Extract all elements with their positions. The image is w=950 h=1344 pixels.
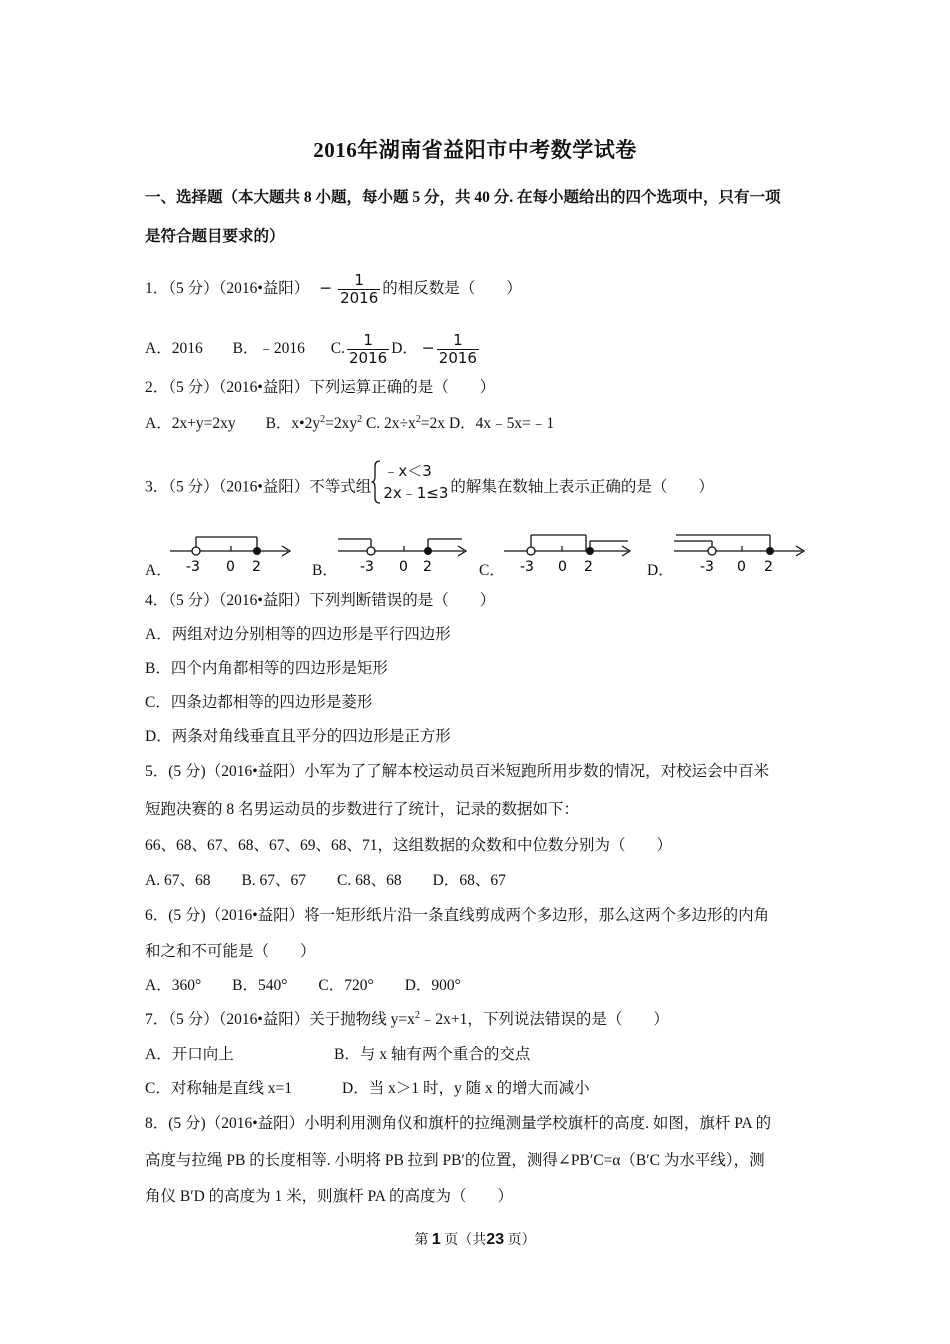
q2-option-b	[266, 415, 363, 432]
q1-option-d-fraction	[437, 332, 479, 367]
q1-fraction	[338, 272, 380, 307]
q7-option-a: A．开口向上	[145, 1046, 234, 1063]
q1-frac-num: 1	[354, 271, 364, 289]
q4-option-a: A．两组对边分别相等的四边形是平行四边形	[145, 626, 451, 643]
tick-label: -3	[700, 559, 714, 575]
tick-label: -3	[520, 559, 534, 575]
q2-opt-b-sup1: 2	[320, 413, 326, 425]
question-5-line2: 短跑决赛的 8 名男运动员的步数进行了统计，记录的数据如下：	[145, 801, 580, 818]
q2-option-c	[362, 415, 445, 432]
section-heading-line2: 是符合题目要求的）	[145, 228, 285, 245]
q4-option-d: D．两条对角线垂直且平分的四边形是正方形	[145, 728, 451, 745]
q2-opt-c-pre: C. 2x÷x	[362, 415, 416, 432]
tick-label: 0	[399, 559, 408, 575]
q2-opt-c-post: =2x	[420, 415, 446, 432]
q3-prefix: 3．（5 分）（2016•益阳）不等式组	[145, 478, 372, 496]
q2-opt-b-mid: =2xy	[325, 415, 358, 432]
q7-stem-pre: 7．（5 分）（2016•益阳）关于抛物线 y=x	[145, 1011, 415, 1028]
question-5-options: A. 67、68 B. 67、67 C. 68、68 D．68、67	[145, 872, 506, 889]
tick-label: -3	[186, 559, 200, 575]
q1-opt-c-den: 2016	[349, 349, 388, 367]
q1-suffix: 的相反数是（ ）	[382, 280, 522, 298]
footer-post: 页）	[507, 1233, 536, 1248]
q3-suffix: 的解集在数轴上表示正确的是（ ）	[450, 478, 714, 496]
question-3-stem	[145, 462, 714, 504]
q2-opt-b-sup2: 2	[357, 413, 363, 425]
question-7-stem	[145, 1010, 669, 1030]
q1-option-c-fraction	[347, 332, 389, 367]
page-footer	[0, 1229, 950, 1249]
q2-opt-c-sup: 2	[415, 413, 421, 425]
q2-option-a: A．2x+y=2xy	[145, 415, 236, 432]
tick-label: 0	[737, 559, 746, 575]
q7-stem-post: ﹣2x+1，下列说法错误的是（ ）	[419, 1011, 669, 1028]
tick-label: 0	[558, 559, 567, 575]
footer-mid: 页（共	[444, 1233, 487, 1248]
question-2-options	[145, 414, 554, 434]
q1-option-d-label: D．	[391, 340, 418, 358]
q4-option-c: C．四条边都相等的四边形是菱形	[145, 694, 373, 711]
question-6-options: A．360° B．540° C．720° D．900°	[145, 977, 461, 994]
q1-prefix: 1．（5 分）（2016•益阳）	[145, 280, 310, 298]
tick-label: 2	[584, 559, 593, 575]
q3-option-a-label: A．	[145, 562, 172, 579]
q3-option-c-number-line	[502, 531, 637, 575]
q3-option-b-label: B．	[312, 562, 338, 579]
footer-pre: 第	[414, 1233, 429, 1248]
q7-stem-sup: 2	[414, 1009, 420, 1021]
q3-ineq-1: ﹣x＜3	[383, 462, 432, 480]
q7-option-b: B．与 x 轴有两个重合的交点	[334, 1046, 531, 1063]
question-2-stem: 2．（5 分）（2016•益阳）下列运算正确的是（ ）	[145, 379, 496, 396]
q4-option-b: B．四个内角都相等的四边形是矩形	[145, 660, 388, 677]
section-heading-line1: 一、选择题（本大题共 8 小题，每小题 5 分，共 40 分. 在每小题给出的四个选项中，只有一项	[145, 189, 781, 206]
tick-label: -3	[360, 559, 374, 575]
page-total: 23	[486, 1231, 505, 1248]
q1-option-d-neg: −	[421, 339, 435, 358]
question-8-line3: 角仪 B′D 的高度为 1 米，则旗杆 PA 的高度为（ ）	[145, 1188, 513, 1205]
q3-option-d-number-line	[672, 531, 810, 575]
tick-label: 2	[252, 559, 261, 575]
question-8-line2: 高度与拉绳 PB 的长度相等. 小明将 PB 拉到 PB′的位置，测得∠PB′C=α（B′C 为水平线），测	[145, 1152, 765, 1169]
q1-option-b: B．﹣2016	[232, 340, 305, 358]
question-6-line2: 和之和不可能是（ ）	[145, 943, 316, 960]
question-8-line1: 8．(5 分)（2016•益阳）小明利用测角仪和旗杆的拉绳测量学校旗杆的高度. 如图，旗杆 PA 的	[145, 1115, 772, 1132]
q3-option-a-number-line	[168, 531, 298, 575]
question-6-line1: 6．(5 分)（2016•益阳）将一矩形纸片沿一条直线剪成两个多边形，那么这两个多边形的内角	[145, 907, 770, 924]
q1-frac-den: 2016	[340, 289, 379, 307]
q2-option-d: D．4x﹣5x=﹣1	[445, 415, 555, 432]
q3-inequality-system	[371, 460, 448, 504]
q3-option-b-number-line	[336, 531, 471, 575]
q1-opt-d-den: 2016	[438, 349, 477, 367]
question-1-stem	[145, 272, 522, 307]
tick-label: 0	[226, 559, 235, 575]
q7-option-c: C．对称轴是直线 x=1	[145, 1080, 292, 1097]
page-number: 1	[431, 1231, 441, 1248]
tick-label: 2	[423, 559, 432, 575]
q7-option-d: D．当 x＞1 时，y 随 x 的增大而减小	[342, 1080, 590, 1097]
q7-options-row2	[145, 1079, 590, 1099]
question-5-line1: 5．(5 分)（2016•益阳）小军为了了解本校运动员百米短跑所用步数的情况，对校运会中百米	[145, 763, 770, 780]
q1-neg-sign: −	[319, 279, 333, 298]
question-1-options	[145, 332, 481, 367]
tick-label: 2	[764, 559, 773, 575]
question-5-line3: 66、68、67、68、67、69、68、71，这组数据的众数和中位数分别为（ ）	[145, 837, 673, 854]
q3-ineq-2: 2x﹣1≤3	[383, 484, 449, 502]
question-4-stem: 4．（5 分）（2016•益阳）下列判断错误的是（ ）	[145, 592, 496, 609]
q2-opt-b-pre: B．x•2y	[265, 415, 321, 432]
q7-options-row1	[145, 1045, 530, 1065]
q1-option-a: A．2016	[145, 340, 203, 358]
brace-icon	[371, 460, 381, 504]
q1-opt-c-num: 1	[363, 331, 373, 349]
q1-opt-d-num: 1	[453, 331, 463, 349]
q1-option-c-label: C.	[330, 340, 346, 358]
page-title: 2016年湖南省益阳市中考数学试卷	[313, 138, 637, 162]
q3-option-c-label: C．	[479, 562, 505, 579]
q3-option-d-label: D．	[647, 562, 674, 579]
